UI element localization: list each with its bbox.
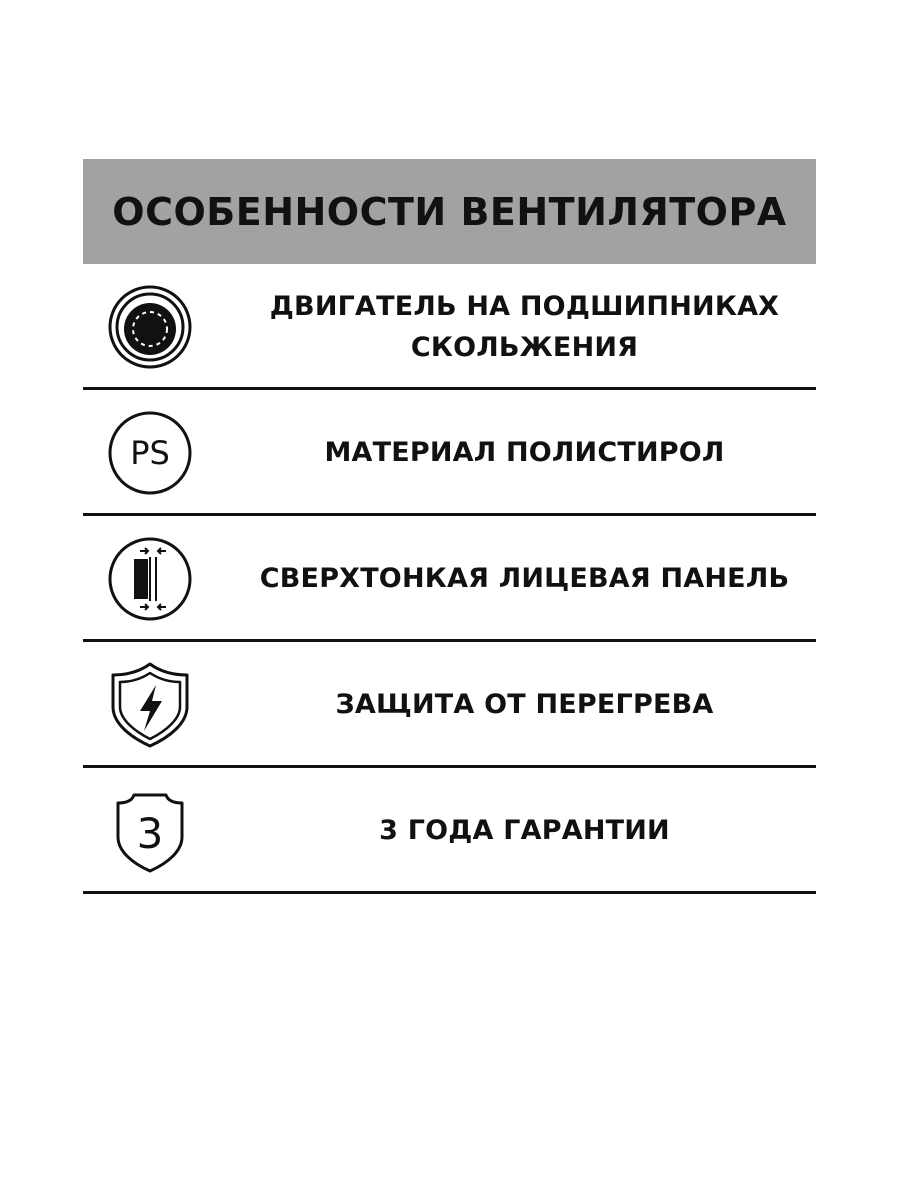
feature-row-overheat-protection <box>83 644 816 768</box>
feature-row-thin-panel <box>83 518 816 642</box>
thin-panel-icon <box>106 535 194 623</box>
feature-label-line: ДВИГАТЕЛЬ НА ПОДШИПНИКАХ <box>269 290 780 322</box>
feature-label <box>233 266 816 387</box>
shield-warranty-icon <box>106 787 194 875</box>
feature-row-bearing-motor <box>83 266 816 390</box>
ps-material-icon <box>106 409 194 497</box>
feature-row-warranty <box>83 770 816 894</box>
feature-label <box>233 392 816 513</box>
feature-label <box>233 644 816 765</box>
shield-lightning-icon <box>106 661 194 749</box>
feature-label-line: МАТЕРИАЛ ПОЛИСТИРОЛ <box>324 437 725 468</box>
feature-label-line: ЗАЩИТА ОТ ПЕРЕГРЕВА <box>335 689 714 720</box>
warranty-years-text: 3 <box>136 808 164 858</box>
bearing-motor-icon <box>106 283 194 371</box>
feature-label <box>233 770 816 891</box>
ps-icon-text: PS <box>130 433 170 472</box>
page-title: ОСОБЕННОСТИ ВЕНТИЛЯТОРА <box>112 189 787 234</box>
feature-row-material <box>83 392 816 516</box>
feature-label <box>233 518 816 639</box>
feature-label-line: СКОЛЬЖЕНИЯ <box>410 331 639 363</box>
header-band <box>83 159 816 264</box>
feature-label-line: СВЕРХТОНКАЯ ЛИЦЕВАЯ ПАНЕЛЬ <box>259 563 790 594</box>
feature-label-line: 3 ГОДА ГАРАНТИИ <box>379 815 670 846</box>
